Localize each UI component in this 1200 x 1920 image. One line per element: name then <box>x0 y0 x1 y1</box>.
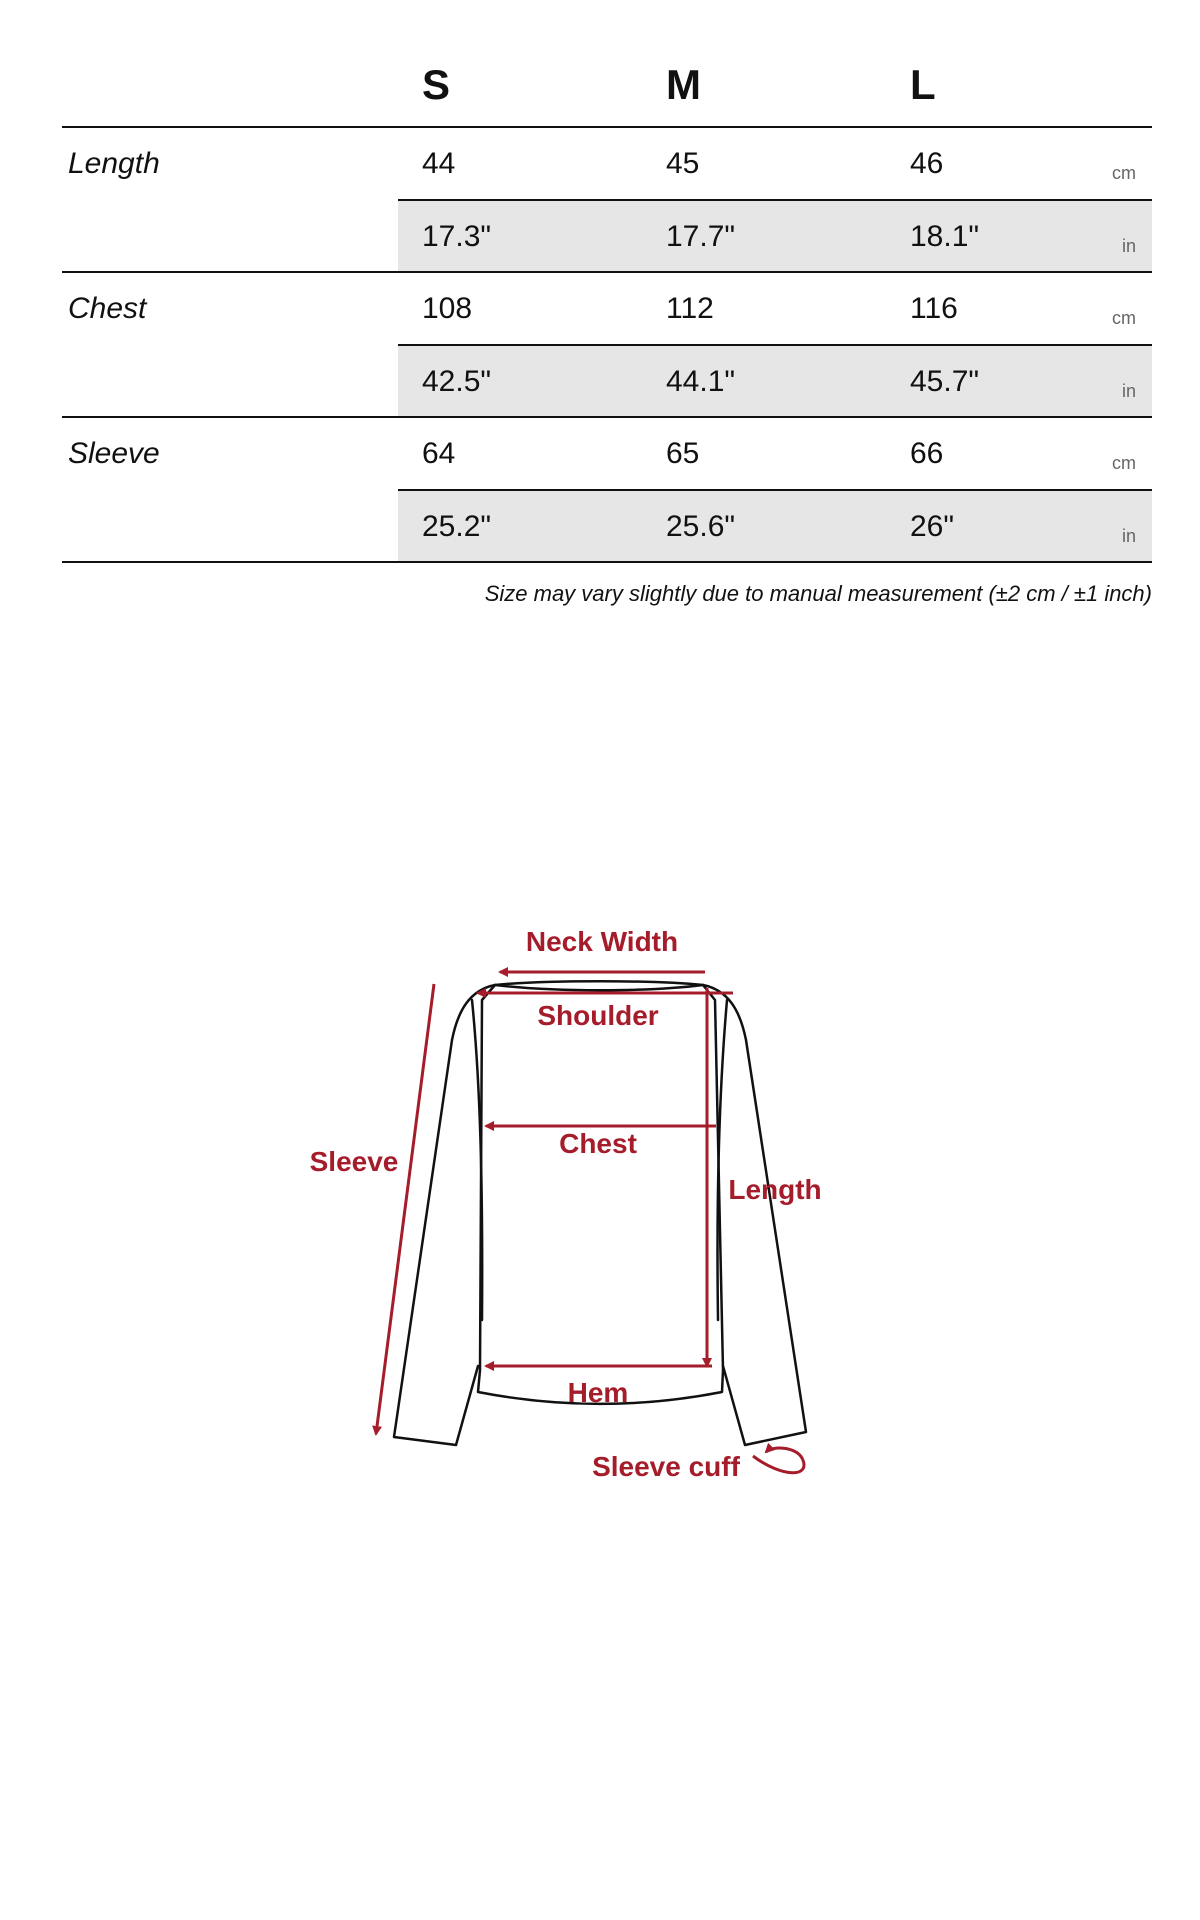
garment-measurement-diagram <box>0 880 1200 1520</box>
label-length: Length <box>728 1174 822 1205</box>
table-cell: 45 <box>666 147 700 180</box>
table-cell: 18.1" <box>910 220 980 253</box>
table-cell: 64 <box>422 437 456 470</box>
table-cell: 46 <box>910 147 944 180</box>
sleeve-cuff-icon <box>753 1448 804 1473</box>
table-rule <box>62 126 1152 128</box>
inch-row-band <box>398 491 1152 562</box>
size-header-m: M <box>666 61 701 108</box>
sweater-outline <box>394 981 806 1445</box>
inch-row-band <box>398 346 1152 417</box>
label-shoulder: Shoulder <box>537 1000 659 1031</box>
sweater-body-outline <box>478 981 723 1404</box>
unit-cm: cm <box>1112 308 1136 328</box>
label-sleeve: Sleeve <box>309 1146 399 1177</box>
table-cell: 25.2" <box>422 510 492 543</box>
table-cell: 116 <box>910 292 958 325</box>
table-cell: 45.7" <box>910 365 980 398</box>
label-hem: Hem <box>567 1377 629 1408</box>
table-cell: 26" <box>910 510 955 543</box>
table-rule <box>398 344 1152 346</box>
table-cell: 17.3" <box>422 220 492 253</box>
sweater-neckline <box>495 985 703 990</box>
label-sleeve-cuff: Sleeve cuff <box>592 1451 740 1482</box>
unit-in: in <box>1121 236 1136 256</box>
size-header-s: S <box>422 61 451 108</box>
label-chest: Chest <box>559 1128 637 1159</box>
table-cell: 17.7" <box>666 220 736 253</box>
table-rule <box>62 271 1152 273</box>
size-header-l: L <box>910 61 936 108</box>
unit-in: in <box>1121 381 1136 401</box>
table-cell: 108 <box>422 292 473 325</box>
table-cell: 112 <box>666 292 714 325</box>
table-rule <box>398 199 1152 201</box>
table-rule <box>398 489 1152 491</box>
table-cell: 44.1" <box>666 365 736 398</box>
table-cell: 66 <box>910 437 944 470</box>
unit-cm: cm <box>1112 163 1136 183</box>
right-armhole-seam <box>717 1000 727 1320</box>
unit-in: in <box>1121 526 1136 546</box>
table-cell: 25.6" <box>666 510 736 543</box>
table-cell: 65 <box>666 437 700 470</box>
measure-label-length: Length <box>68 147 160 180</box>
table-cell: 42.5" <box>422 365 492 398</box>
measure-label-chest: Chest <box>68 292 147 325</box>
measurement-note: Size may vary slightly due to manual measurement (±2 cm / ±1 inch) <box>484 581 1152 606</box>
table-rule <box>62 561 1152 563</box>
table-cell: 44 <box>422 147 456 180</box>
inch-row-band <box>398 201 1152 272</box>
measure-label-sleeve: Sleeve <box>68 437 160 470</box>
label-neck-width: Neck Width <box>525 926 679 957</box>
table-rule <box>62 416 1152 418</box>
unit-cm: cm <box>1112 453 1136 473</box>
